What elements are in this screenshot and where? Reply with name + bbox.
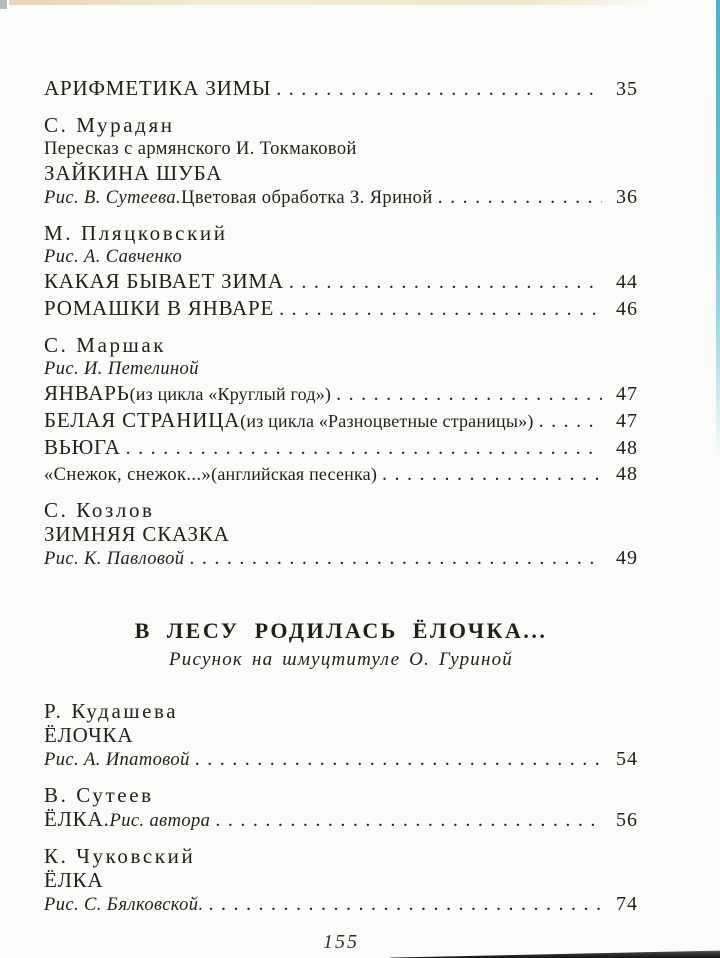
entry-page-number: 74 <box>616 893 638 915</box>
toc-text-small: (из цикла «Разноцветные страницы») <box>240 411 534 431</box>
entry-title-line <box>44 723 638 747</box>
toc-text-small: (английская песенка) <box>211 464 378 484</box>
toc-text-caps: ЗИМНЯЯ СКАЗКА <box>44 522 230 546</box>
illustrator-line <box>44 245 638 269</box>
illustrator-line <box>44 546 638 572</box>
illustrator-line <box>44 747 638 773</box>
illustrator-line <box>44 892 638 918</box>
author-line <box>44 113 638 137</box>
author-line <box>44 221 638 245</box>
toc-text-caps: КАКАЯ БЫВАЕТ ЗИМА <box>44 269 284 293</box>
toc-text-plain: «Снежок, снежок...» <box>44 465 212 485</box>
entry-page-number: 49 <box>616 547 638 569</box>
entry-title-line <box>44 161 638 185</box>
toc-group <box>44 221 638 323</box>
toc-text-caps: ЗАЙКИНА ШУБА <box>44 161 223 185</box>
dot-leader <box>195 747 602 773</box>
dot-leader <box>126 436 602 462</box>
dot-leader <box>382 462 602 488</box>
toc-group <box>44 783 638 834</box>
toc-text-plain: Пересказ с армянского И. Токмаковой <box>44 139 357 159</box>
entry-page-number: 47 <box>616 410 638 432</box>
entry-title-line <box>44 269 638 296</box>
toc-text-author: М. Пляцковский <box>44 221 228 245</box>
section-heading <box>44 618 638 673</box>
toc-text-author: Р. Кудашева <box>44 699 179 723</box>
toc-text-author: С. Козлов <box>44 498 155 522</box>
entry-page-number: 54 <box>616 748 638 770</box>
dot-leader <box>289 270 602 296</box>
toc-text-caps: ВЬЮГА <box>44 435 121 459</box>
dot-leader <box>276 77 602 103</box>
entry-page-number: 48 <box>616 463 638 485</box>
author-line <box>44 333 638 357</box>
toc-text-caps: ЁЛКА. <box>44 807 110 831</box>
toc-text-italic: Рис. К. Павловой <box>44 549 185 569</box>
toc-text-italic: Рис. С. Бялковской. <box>44 895 204 915</box>
scan-corner-speck <box>0 0 7 9</box>
entry-title-line <box>44 435 638 462</box>
table-of-contents <box>44 76 638 954</box>
entry-title-line <box>44 807 638 834</box>
note-line <box>44 137 638 161</box>
entry-page-number: 48 <box>616 437 638 459</box>
author-line <box>44 498 638 522</box>
dot-leader <box>189 546 602 572</box>
entry-page-number: 46 <box>616 298 638 320</box>
entry-title-line <box>44 868 638 892</box>
entry-page-number: 35 <box>616 78 638 100</box>
toc-text-author: С. Маршак <box>44 333 167 357</box>
dot-leader <box>208 892 602 918</box>
section-subtitle: Рисунок на шмуцтитуле О. Гуриной <box>168 649 514 670</box>
entry-page-number: 44 <box>616 271 638 293</box>
toc-group <box>44 498 638 572</box>
toc-top-section <box>44 76 638 572</box>
dot-leader <box>336 382 602 408</box>
folio-page-number: 155 <box>323 931 359 953</box>
toc-group <box>44 113 638 211</box>
entry-title-line <box>44 381 638 408</box>
toc-text-italic: Рис. автора <box>109 811 211 831</box>
section-title: В ЛЕСУ РОДИЛАСЬ ЁЛОЧКА... <box>134 618 548 643</box>
toc-text-caps: РОМАШКИ В ЯНВАРЕ <box>44 296 275 320</box>
toc-text-author: В. Сутеев <box>44 783 154 807</box>
entry-page-number: 56 <box>616 809 638 831</box>
toc-text-italic: Рис. А. Савченко <box>44 247 183 267</box>
author-line <box>44 699 638 723</box>
entry-title-line <box>44 296 638 323</box>
page-footer <box>44 931 638 954</box>
entry-title-line <box>44 522 638 546</box>
entry-page-number: 36 <box>616 186 638 208</box>
toc-group <box>44 333 638 488</box>
toc-text-caps: ЁЛОЧКА <box>44 723 134 747</box>
author-line <box>44 783 638 807</box>
page-edge-right-strip <box>716 0 720 460</box>
toc-text-italic: Рис. А. Ипатовой <box>44 750 190 770</box>
toc-bottom-section <box>44 699 638 918</box>
author-line <box>44 844 638 868</box>
dot-leader <box>438 185 602 211</box>
dot-leader <box>539 409 602 435</box>
toc-text-caps: БЕЛАЯ СТРАНИЦА <box>44 408 241 432</box>
toc-text-italic: Рис. И. Петелиной <box>44 359 199 379</box>
toc-text-italic: Рис. В. Сутеева. <box>44 188 182 208</box>
entry-page-number: 47 <box>616 383 638 405</box>
illustrator-line <box>44 357 638 381</box>
toc-text-caps: ЯНВАРЬ <box>44 381 130 405</box>
illustrator-line <box>44 185 638 211</box>
dot-leader <box>215 808 602 834</box>
toc-group <box>44 76 638 103</box>
toc-group <box>44 844 638 918</box>
toc-group <box>44 699 638 773</box>
toc-text-caps: ЁЛКА <box>44 868 104 892</box>
toc-text-small: (из цикла «Круглый год») <box>129 384 332 404</box>
entry-title-line <box>44 76 638 103</box>
toc-text-author: С. Мурадян <box>44 113 175 137</box>
page-edge-top-strip <box>9 0 659 5</box>
dot-leader <box>279 297 602 323</box>
toc-text-plain: Цветовая обработка З. Яриной <box>181 188 433 208</box>
toc-text-caps: АРИФМЕТИКА ЗИМЫ <box>44 76 272 100</box>
toc-text-author: К. Чуковский <box>44 844 196 868</box>
note-line <box>44 462 638 488</box>
entry-title-line <box>44 408 638 435</box>
